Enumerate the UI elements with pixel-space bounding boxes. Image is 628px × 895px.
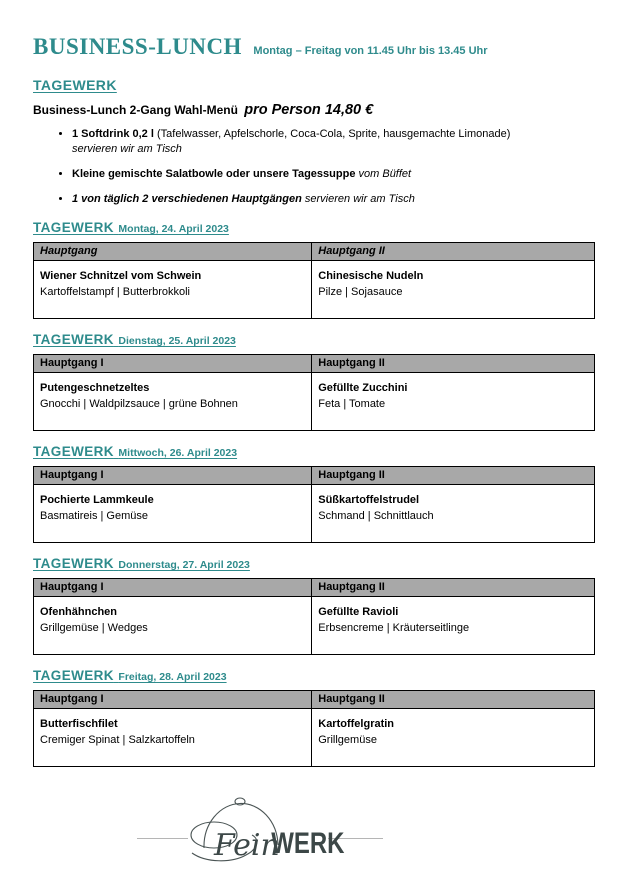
day-heading-date: Freitag, 28. April 2023 [118,671,227,683]
day-heading-date: Donnerstag, 27. April 2023 [118,559,250,571]
tagewerk-heading: TAGEWERK [33,77,117,93]
footer-rule-left [137,838,188,839]
dish-name: Ofenhähnchen [40,606,118,618]
menu-table [33,242,595,319]
table-header-hauptgang-2: Hauptgang II [312,691,595,709]
menu-cell-main1 [34,373,312,431]
list-item [72,192,595,207]
footer-logo [188,793,388,877]
dish-name: Putengeschnetzeltes [40,382,150,394]
bullet2-bold: Kleine gemischte Salatbowle oder unsere Tagessuppe [72,168,356,180]
dish-sides: Pilze | Sojasauce [318,286,403,298]
menu-cell-main1 [34,485,312,543]
day-section-heading [33,331,595,349]
table-header-hauptgang-1: Hauptgang I [34,355,312,373]
dish-sides: Gnocchi | Waldpilzsauce | grüne Bohnen [40,398,238,410]
dish-name: Gefüllte Ravioli [318,606,399,618]
menu-cell-main2 [312,709,595,767]
dish-name: Chinesische Nudeln [318,270,424,282]
bullet1-italic: servieren wir am Tisch [72,143,182,155]
day-section-monday [33,219,595,319]
list-item [72,167,595,182]
brand-script: Fein [214,828,280,863]
document-content [33,0,595,767]
brand-name: WERK [271,825,345,860]
table-header-hauptgang-1: Hauptgang [34,243,312,261]
day-section-heading [33,667,595,685]
table-header-hauptgang-1: Hauptgang I [34,579,312,597]
bullet1-bold: 1 Softdrink 0,2 l [72,128,154,140]
table-header-hauptgang-2: Hauptgang II [312,467,595,485]
bullet1-regular: (Tafelwasser, Apfelschorle, Coca-Cola, Sprite, hausgemachte Limonade) [156,128,511,140]
day-heading-label: TAGEWERK [33,556,114,571]
menu-cell-main1 [34,709,312,767]
dish-name: Wiener Schnitzel vom Schwein [40,270,202,282]
day-heading-date: Mittwoch, 26. April 2023 [118,447,238,459]
cloche-icon [188,793,388,877]
dish-sides: Feta | Tomate [318,398,386,410]
page-title: BUSINESS-LUNCH [33,34,242,59]
bullet2-italic: vom Büffet [358,168,412,180]
day-heading-label: TAGEWERK [33,668,114,683]
day-section-heading [33,219,595,237]
day-section-thursday [33,555,595,655]
bullet3-italic: servieren wir am Tisch [304,193,415,205]
menu-table [33,578,595,655]
list-item [72,127,595,157]
day-section-friday [33,667,595,767]
table-header-hauptgang-2: Hauptgang II [312,579,595,597]
day-heading-date: Montag, 24. April 2023 [118,223,229,235]
menu-cell-main1 [34,597,312,655]
menu-table [33,466,595,543]
dish-sides: Kartoffelstampf | Butterbrokkoli [40,286,190,298]
bullet3-bold-italic: 1 von täglich 2 verschiedenen Hauptgängen [72,193,302,205]
page-title-subtitle: Montag – Freitag von 11.45 Uhr bis 13.45 Uhr [253,45,488,57]
intro-label: Business-Lunch 2-Gang Wahl-Menü [33,103,238,117]
dish-sides: Grillgemüse [318,734,377,746]
menu-cell-main1 [34,261,312,319]
menu-cell-main2 [312,261,595,319]
day-section-tuesday [33,331,595,431]
day-heading-label: TAGEWERK [33,332,114,347]
menu-table [33,690,595,767]
menu-cell-main2 [312,485,595,543]
day-heading-label: TAGEWERK [33,444,114,459]
day-section-heading [33,555,595,573]
table-header-hauptgang-2: Hauptgang II [312,355,595,373]
intro-price: pro Person 14,80 € [244,102,374,118]
day-heading-label: TAGEWERK [33,220,114,235]
dish-sides: Schmand | Schnittlauch [318,510,434,522]
dish-sides: Basmatireis | Gemüse [40,510,149,522]
table-header-hauptgang-1: Hauptgang I [34,467,312,485]
dish-name: Süßkartoffelstrudel [318,494,420,506]
intro-line [33,102,595,118]
dish-sides: Cremiger Spinat | Salzkartoffeln [40,734,195,746]
included-items-list [33,127,595,207]
dish-sides: Erbsencreme | Kräuterseitlinge [318,622,470,634]
dish-name: Gefüllte Zucchini [318,382,408,394]
dish-name: Butterfischfilet [40,718,118,730]
day-section-wednesday [33,443,595,543]
table-header-hauptgang-2: Hauptgang II [312,243,595,261]
day-section-heading [33,443,595,461]
dish-name: Pochierte Lammkeule [40,494,154,506]
dish-name: Kartoffelgratin [318,718,395,730]
dish-sides: Grillgemüse | Wedges [40,622,148,634]
day-heading-date: Dienstag, 25. April 2023 [118,335,236,347]
menu-cell-main2 [312,373,595,431]
table-header-hauptgang-1: Hauptgang I [34,691,312,709]
menu-table [33,354,595,431]
menu-cell-main2 [312,597,595,655]
document-header [33,34,595,60]
